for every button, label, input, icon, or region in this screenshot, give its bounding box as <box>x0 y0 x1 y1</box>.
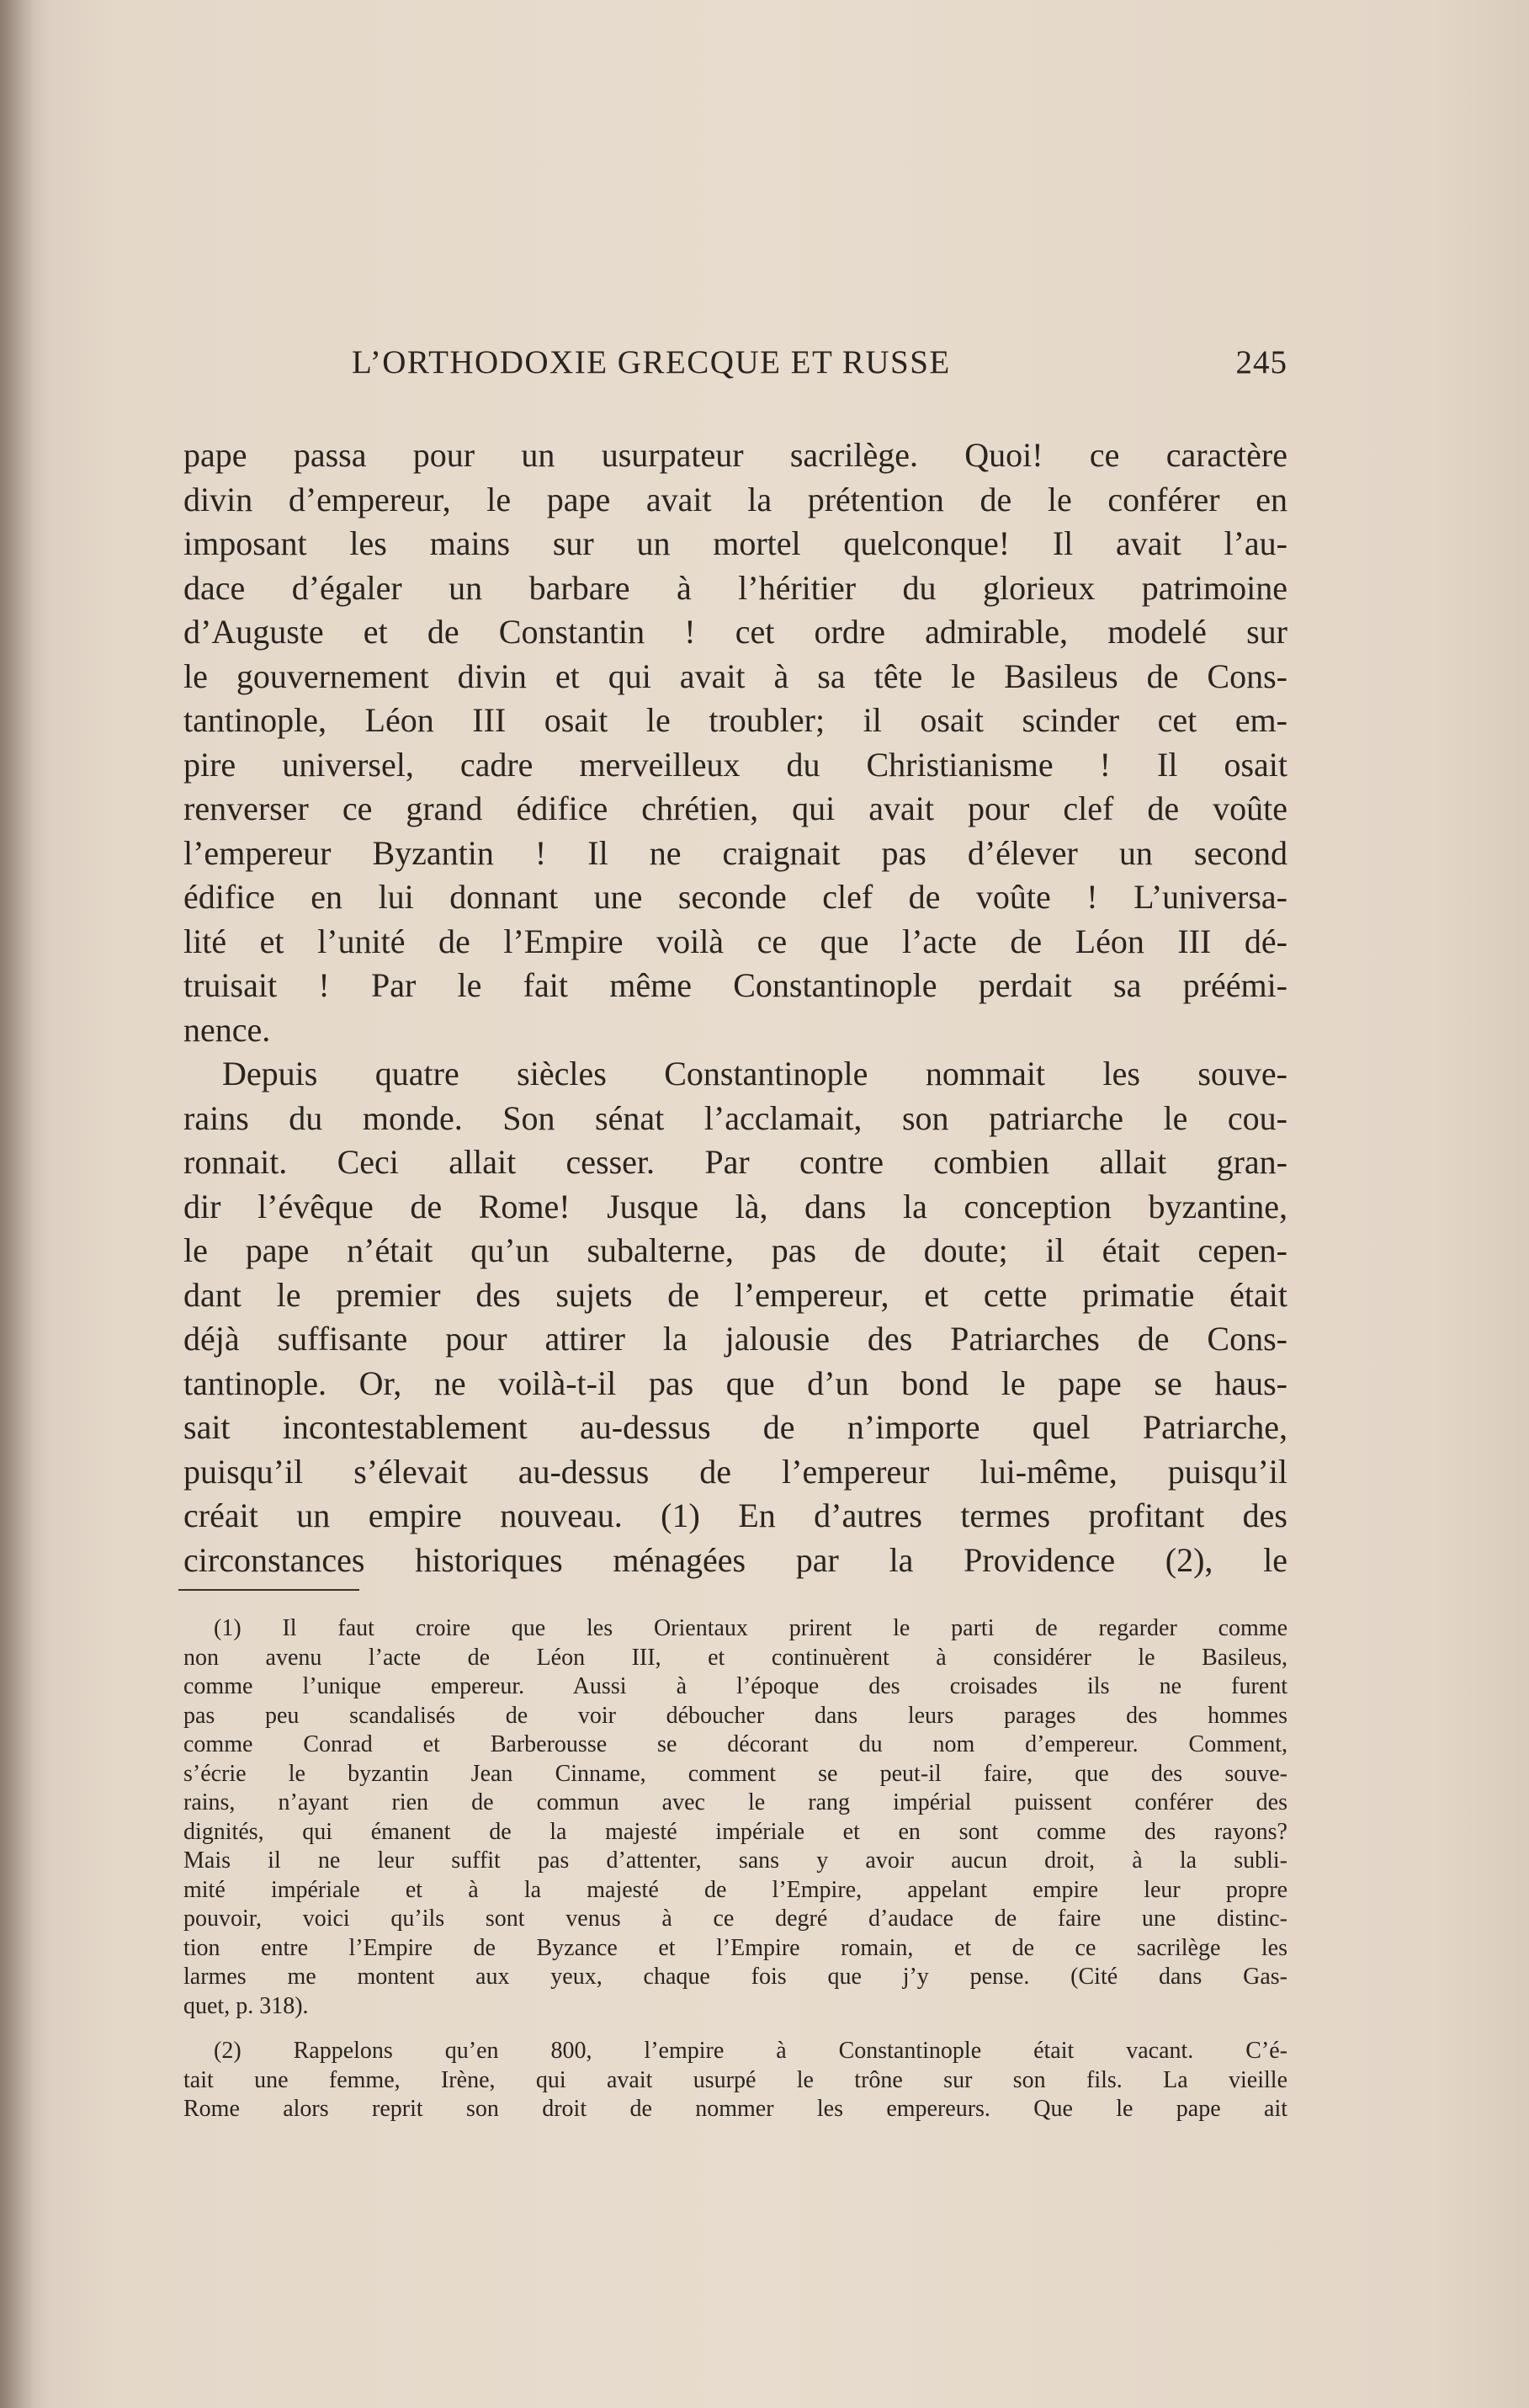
text-line: le gouvernement divin et qui avait à sa tête le Basileus de Cons- <box>183 656 1287 695</box>
footnote-line: rains, n’ayant rien de commun avec le rang impérial puissent conférer des <box>183 1789 1287 1815</box>
running-title: L’ORTHODOXIE GRECQUE ET RUSSE <box>352 344 951 380</box>
footnote-line: dignités, qui émanent de la majesté impériale et en sont comme des rayons? <box>183 1818 1287 1845</box>
footnote-line: (2) Rappelons qu’en 800, l’empire à Constantinople était vacant. C’é- <box>214 2038 1287 2064</box>
text-line: lité et l’unité de l’Empire voilà ce que l’acte de Léon III dé- <box>183 922 1287 960</box>
text-line: puisqu’il s’élevait au-dessus de l’empereur lui-même, puisqu’il <box>183 1452 1287 1491</box>
footnote-line: Mais il ne leur suffit pas d’attenter, sans y avoir aucun droit, à la subli- <box>183 1847 1287 1874</box>
text-line: tantinople, Léon III osait le troubler; il osait scinder cet em- <box>183 701 1287 739</box>
footnote-divider <box>178 1589 359 1591</box>
text-line: rains du monde. Son sénat l’acclamait, son patriarche le cou- <box>183 1098 1287 1137</box>
footnote-spacer <box>183 2021 1287 2037</box>
text-line: Depuis quatre siècles Constantinople nommait les souve- <box>222 1055 1287 1092</box>
footnote-line: (1) Il faut croire que les Orientaux prirent le parti de regarder comme <box>214 1615 1287 1641</box>
page-gutter-shadow <box>0 0 35 2408</box>
running-head <box>352 343 1287 394</box>
footnote-line: non avenu l’acte de Léon III, et continuèrent à considérer le Basileus, <box>183 1644 1287 1671</box>
text-line: l’empereur Byzantin ! Il ne craignait pas d’élever un second <box>183 833 1287 872</box>
text-line: pire universel, cadre merveilleux du Christianisme ! Il osait <box>183 745 1287 784</box>
text-line: ronnait. Ceci allait cesser. Par contre combien allait gran- <box>183 1143 1287 1181</box>
text-line: circonstances historiques ménagées par la Providence (2), le <box>183 1540 1287 1579</box>
footnote-line: larmes me montent aux yeux, chaque fois que j’y pense. (Cité dans Gas- <box>183 1964 1287 1990</box>
text-line: dir l’évêque de Rome! Jusque là, dans la conception byzantine, <box>183 1187 1287 1225</box>
footnote-line: tait une femme, Irène, qui avait usurpé le trône sur son fils. La vieille <box>183 2066 1287 2093</box>
footnote-line: comme Conrad et Barberousse se décorant du nom d’empereur. Comment, <box>183 1731 1287 1757</box>
text-line: créait un empire nouveau. (1) En d’autres termes profitant des <box>183 1496 1287 1534</box>
page-number: 245 <box>1235 344 1287 380</box>
text-line: le pape n’était qu’un subalterne, pas de doute; il était cepen- <box>183 1231 1287 1269</box>
text-line: tantinople. Or, ne voilà-t-il pas que d’un bond le pape se haus- <box>183 1363 1287 1402</box>
text-line: pape passa pour un usurpateur sacrilège. Quoi! ce caractère <box>183 436 1287 474</box>
footnote-line: pouvoir, voici qu’ils sont venus à ce degré d’audace de faire une distinc- <box>183 1906 1287 1932</box>
text-line: d’Auguste et de Constantin ! cet ordre admirable, modelé sur <box>183 613 1287 651</box>
footnote-line: pas peu scandalisés de voir déboucher dans leurs parages des hommes <box>183 1702 1287 1729</box>
text-line: édifice en lui donnant une seconde clef de voûte ! L’universa- <box>183 878 1287 916</box>
footnote-line: tion entre l’Empire de Byzance et l’Empire romain, et de ce sacrilège les <box>183 1934 1287 1961</box>
footnotes <box>183 1614 1287 2124</box>
text-line: divin d’empereur, le pape avait la prétention de le conférer en <box>183 480 1287 518</box>
text-line: déjà suffisante pour attirer la jalousie des Patriarches de Cons- <box>183 1320 1287 1358</box>
text-line: truisait ! Par le fait même Constantinople perdait sa préémi- <box>183 966 1287 1004</box>
footnote-line: mité impériale et à la majesté de l’Empire, appelant empire leur propre <box>183 1876 1287 1903</box>
text-line: sait incontestablement au-dessus de n’importe quel Patriarche, <box>183 1408 1287 1446</box>
text-line: imposant les mains sur un mortel quelconque! Il avait l’au- <box>183 524 1287 562</box>
footnote-line: quet, p. 318). <box>183 1992 309 2019</box>
text-line: dant le premier des sujets de l’empereur, et cette primatie était <box>183 1275 1287 1314</box>
text-line: dace d’égaler un barbare à l’héritier du glorieux patrimoine <box>183 568 1287 607</box>
footnote-line: s’écrie le byzantin Jean Cinname, comment se peut-il faire, que des souve- <box>183 1760 1287 1787</box>
footnote-line: comme l’unique empereur. Aussi à l’époque des croisades ils ne furent <box>183 1673 1287 1699</box>
text-line: renverser ce grand édifice chrétien, qui avait pour clef de voûte <box>183 789 1287 827</box>
footnote-line: Rome alors reprit son droit de nommer les empereurs. Que le pape ait <box>183 2096 1287 2122</box>
text-line: nence. <box>183 1010 271 1049</box>
main-text <box>183 433 1287 1582</box>
